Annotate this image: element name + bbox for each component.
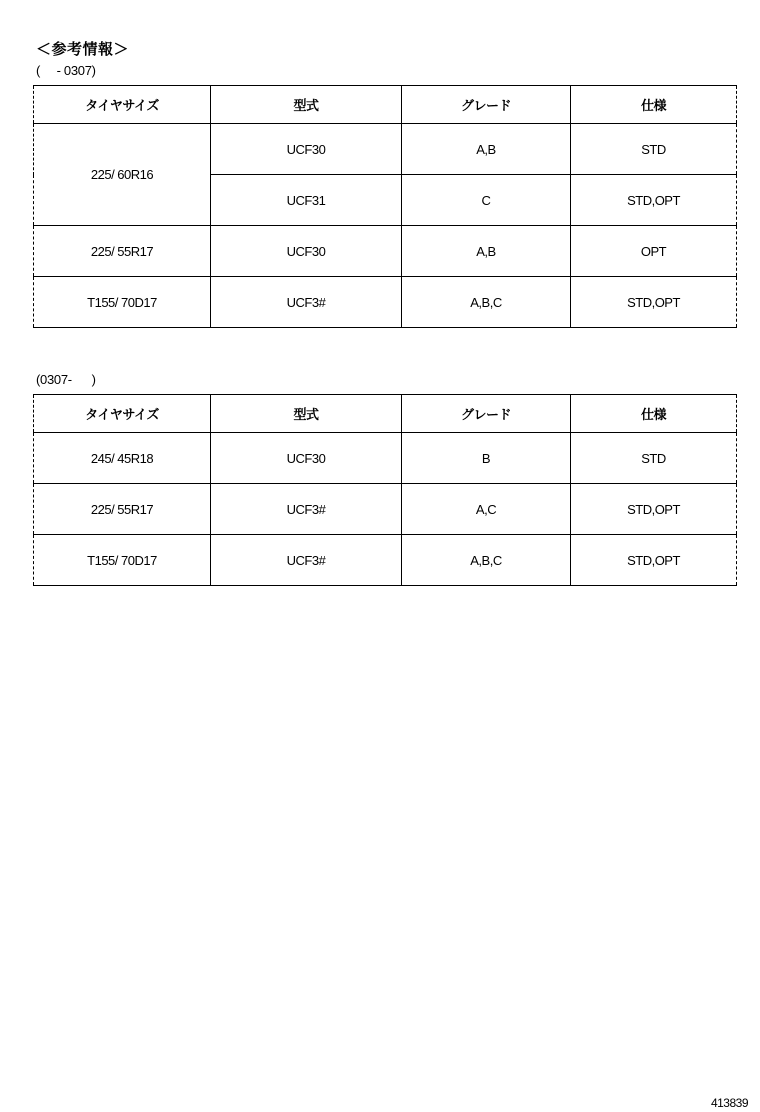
model-cell: UCF31 bbox=[211, 175, 402, 226]
tire-size-cell: 225/ 55R17 bbox=[34, 226, 211, 277]
grade-cell: A,C bbox=[402, 484, 571, 535]
grade-cell: A,B bbox=[402, 124, 571, 175]
table-row bbox=[34, 124, 737, 175]
spec-cell: STD,OPT bbox=[571, 175, 737, 226]
header-spec: 仕様 bbox=[571, 395, 737, 433]
spec-cell: STD,OPT bbox=[571, 484, 737, 535]
tire-size-cell: 225/ 55R17 bbox=[34, 484, 211, 535]
table-header-row bbox=[34, 395, 737, 433]
model-cell: UCF3# bbox=[211, 484, 402, 535]
model-cell: UCF30 bbox=[211, 124, 402, 175]
table-row bbox=[34, 484, 737, 535]
grade-cell: A,B,C bbox=[402, 277, 571, 328]
period-label-before-0307: ( - 0307) bbox=[36, 63, 96, 78]
grade-cell: C bbox=[402, 175, 571, 226]
grade-cell: A,B,C bbox=[402, 535, 571, 586]
model-cell: UCF3# bbox=[211, 535, 402, 586]
spec-cell: STD,OPT bbox=[571, 277, 737, 328]
spec-cell: STD bbox=[571, 124, 737, 175]
table-row bbox=[34, 535, 737, 586]
header-grade: グレード bbox=[402, 395, 571, 433]
header-tire-size: タイヤサイズ bbox=[34, 86, 211, 124]
model-cell: UCF3# bbox=[211, 277, 402, 328]
spec-cell: OPT bbox=[571, 226, 737, 277]
tire-spec-table-before-0307 bbox=[33, 85, 737, 328]
header-tire-size: タイヤサイズ bbox=[34, 395, 211, 433]
model-cell: UCF30 bbox=[211, 226, 402, 277]
tire-size-cell: T155/ 70D17 bbox=[34, 535, 211, 586]
table-row bbox=[34, 433, 737, 484]
grade-cell: A,B bbox=[402, 226, 571, 277]
spec-cell: STD bbox=[571, 433, 737, 484]
header-model: 型式 bbox=[211, 395, 402, 433]
header-spec: 仕様 bbox=[571, 86, 737, 124]
tire-size-cell: 225/ 60R16 bbox=[34, 124, 211, 226]
header-grade: グレード bbox=[402, 86, 571, 124]
table-header-row bbox=[34, 86, 737, 124]
period-label-from-0307: (0307- ) bbox=[36, 372, 96, 387]
tire-size-cell: T155/ 70D17 bbox=[34, 277, 211, 328]
tire-size-cell: 245/ 45R18 bbox=[34, 433, 211, 484]
grade-cell: B bbox=[402, 433, 571, 484]
reference-info-heading: ＜参考情報＞ bbox=[36, 41, 130, 58]
model-cell: UCF30 bbox=[211, 433, 402, 484]
table-row bbox=[34, 226, 737, 277]
tire-spec-table-from-0307 bbox=[33, 394, 737, 586]
header-model: 型式 bbox=[211, 86, 402, 124]
spec-cell: STD,OPT bbox=[571, 535, 737, 586]
table-row bbox=[34, 277, 737, 328]
figure-number: 413839 bbox=[710, 1096, 748, 1110]
